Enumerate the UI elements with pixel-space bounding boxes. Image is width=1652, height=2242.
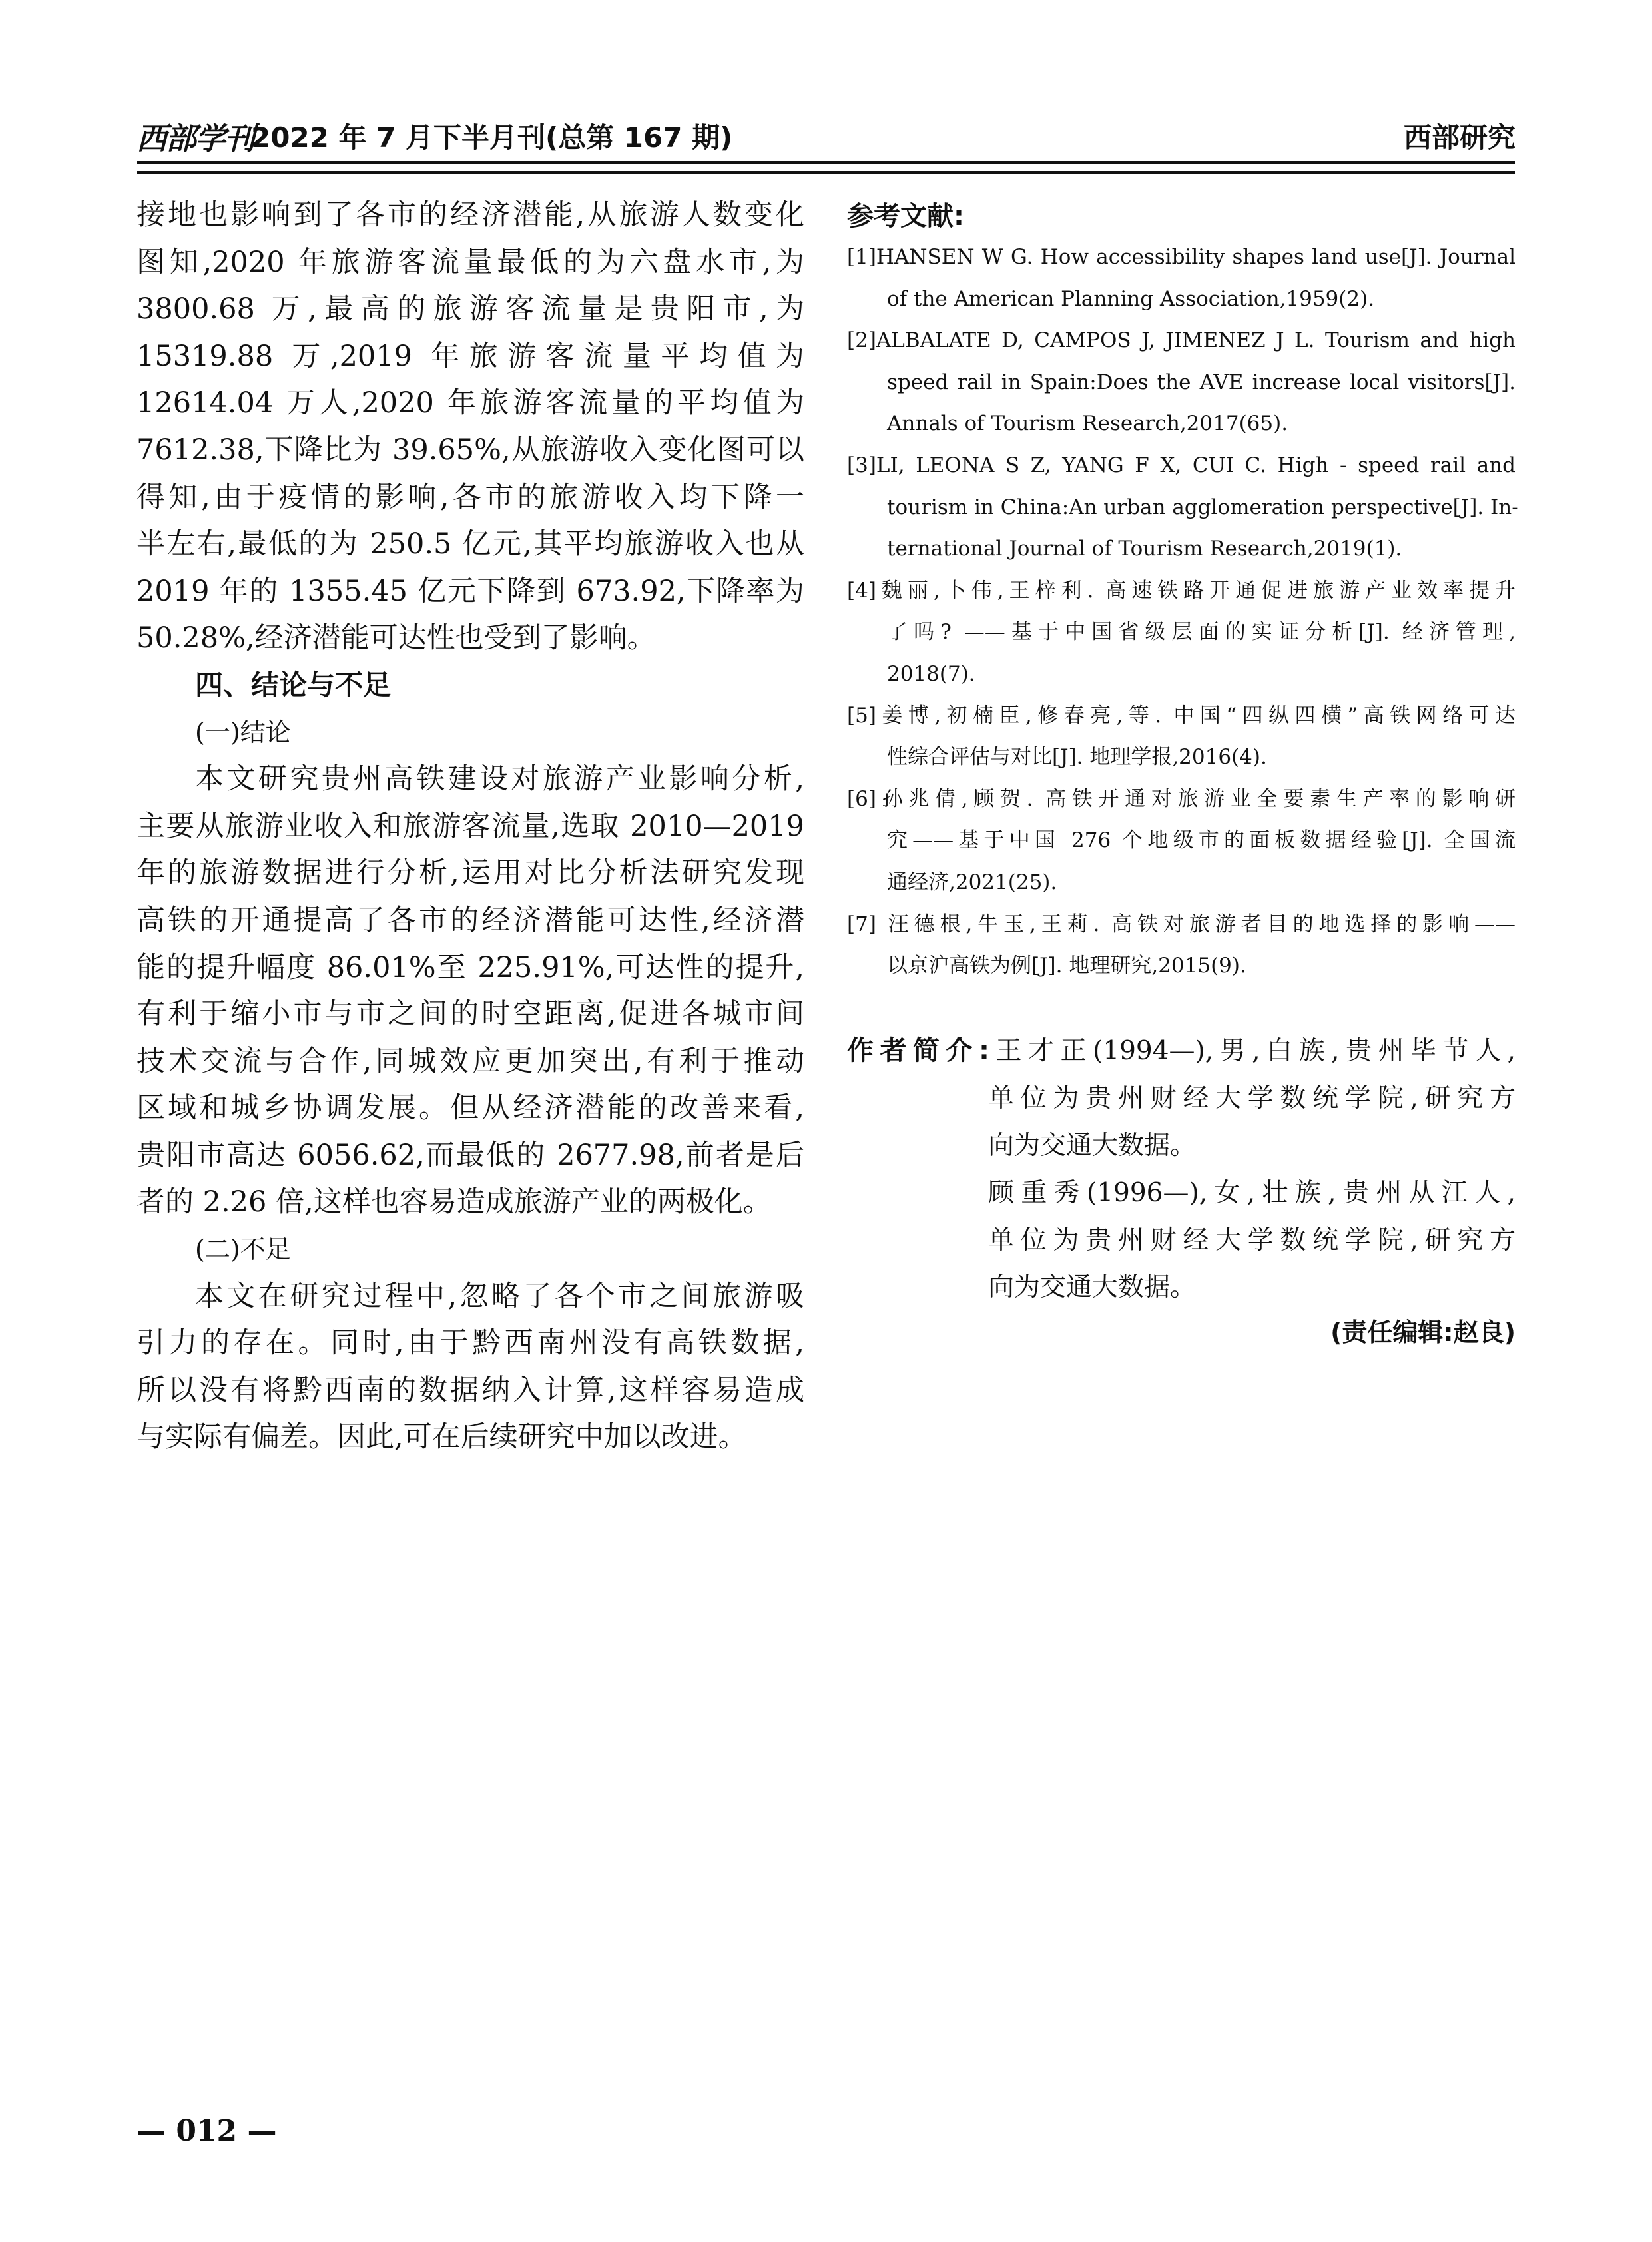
reference-line: 以京沪高铁为例[J]. 地理研究,2015(9). [887,954,1246,978]
author-bio-text: 王才正(1994—),男,白族,贵州毕节人, [989,1036,1515,1066]
body-text-line: 7612.38,下降比为 39.65%,从旅游收入变化图可以 [137,433,804,467]
body-text-line: 半左右,最低的为 250.5 亿元,其平均旅游收入也从 [137,527,804,561]
body-text-line: 区域和城乡协调发展。但从经济潜能的改善来看, [137,1091,804,1125]
body-text-line: 年的旅游数据进行分析,运用对比分析法研究发现 [137,856,804,890]
section-heading: (一)结论 [195,717,291,747]
author-bio-line: 向为交通大数据。 [988,1131,1197,1161]
reference-line: tourism in China:An urban agglomeration perspective[J]. In- [887,495,1519,519]
body-text-line: 引力的存在。同时,由于黔西南州没有高铁数据, [137,1326,804,1360]
body-text-line: 50.28%,经济潜能可达性也受到了影响。 [137,621,656,655]
reference-line: ternational Journal of Tourism Research,2019(1). [887,537,1402,561]
author-bio-line: 单位为贵州财经大学数统学院,研究方 [988,1083,1515,1113]
section-heading: (二)不足 [195,1235,291,1264]
header-rule-top [137,161,1515,164]
section-heading: 四、结论与不足 [195,668,392,701]
body-text-line: 者的 2.26 倍,这样也容易造成旅游产业的两极化。 [137,1185,772,1219]
body-text-line: 能的提升幅度 86.01%至 225.91%,可达性的提升, [137,950,804,984]
reference-line: 性综合评估与对比[J]. 地理学报,2016(4). [887,745,1267,770]
reference-line: [2]ALBALATE D, CAMPOS J, JIMENEZ J L. Tourism and high [847,328,1515,353]
reference-line: 2018(7). [887,661,975,686]
body-text-line: 图知,2020 年旅游客流量最低的为六盘水市,为 [137,245,804,279]
body-text-line: 有利于缩小市与市之间的时空距离,促进各城市间 [137,997,804,1031]
body-text-line: 本文在研究过程中,忽略了各个市之间旅游吸 [195,1279,804,1313]
reference-line: [4]魏丽,卜伟,王梓利. 高速铁路开通促进旅游产业效率提升 [847,578,1515,603]
author-bio [847,1027,1515,1311]
body-text-line: 与实际有偏差。因此,可在后续研究中加以改进。 [137,1420,747,1454]
left-column-body [137,192,804,1461]
author-bio-line: 顾重秀(1996—),女,壮族,贵州从江人, [988,1178,1515,1208]
running-header [137,115,1515,154]
body-text-line: 15319.88 万,2019 年旅游客流量平均值为 [137,339,804,373]
reference-line: [5]姜博,初楠臣,修春亮,等. 中国“四纵四横”高铁网络可达 [847,703,1515,728]
body-text-line: 技术交流与合作,同城效应更加突出,有利于推动 [137,1044,804,1078]
body-text-line: 2019 年的 1355.45 亿元下降到 673.92,下降率为 [137,574,804,608]
body-text-line: 所以没有将黔西南的数据纳入计算,这样容易造成 [137,1373,804,1407]
author-bio-line: 向为交通大数据。 [988,1272,1197,1302]
reference-line: of the American Planning Association,1959(2). [887,286,1375,311]
body-text-line: 得知,由于疫情的影响,各市的旅游收入均下降一 [137,480,804,514]
reference-line: 了吗? ——基于中国省级层面的实证分析[J]. 经济管理, [887,620,1515,645]
references-section [847,196,1519,987]
header-rule-bottom [137,171,1515,174]
author-bio-label: 作者简介: [847,1035,990,1066]
page-number: — 012 — [137,2114,277,2148]
responsible-editor: (责任编辑:赵良) [1330,1318,1515,1347]
issue-info: 2022 年 7 月下半月刊(总第 167 期) [251,121,733,154]
body-text-line: 接地也影响到了各市的经济潜能,从旅游人数变化 [137,198,804,232]
body-text-line: 贵阳市高达 6056.62,而最低的 2677.98,前者是后 [137,1138,804,1172]
references-title: 参考文献: [847,201,964,232]
body-text-line: 12614.04 万人,2020 年旅游客流量的平均值为 [137,386,804,420]
body-text-line: 主要从旅游业收入和旅游客流量,选取 2010—2019 [137,809,804,843]
reference-line: [1]HANSEN W G. How accessibility shapes land use[J]. Journal [847,245,1515,269]
reference-line: [3]LI, LEONA S Z, YANG F X, CUI C. High - speed rail and [847,453,1515,477]
body-text-line: 3800.68 万,最高的旅游客流量是贵阳市,为 [137,292,804,326]
reference-line: Annals of Tourism Research,2017(65). [887,412,1288,436]
body-text-line: 高铁的开通提高了各市的经济潜能可达性,经济潜 [137,903,804,937]
author-bio-line: 单位为贵州财经大学数统学院,研究方 [988,1225,1515,1255]
reference-line: speed rail in Spain:Does the AVE increase local visitors[J]. [887,370,1515,394]
author-bio-line [847,1027,1515,1075]
body-text-line: 本文研究贵州高铁建设对旅游产业影响分析, [195,762,804,796]
reference-line: [7] 汪德根,牛玉,王莉. 高铁对旅游者目的地选择的影响—— [847,912,1515,936]
reference-line: [6]孙兆倩,顾贺. 高铁开通对旅游业全要素生产率的影响研 [847,786,1515,811]
section-name: 西部研究 [1403,121,1515,154]
reference-line: 通经济,2021(25). [887,870,1057,894]
journal-logo: 西部学刊 [137,121,254,156]
reference-line: 究——基于中国 276 个地级市的面板数据经验[J]. 全国流 [887,828,1515,853]
